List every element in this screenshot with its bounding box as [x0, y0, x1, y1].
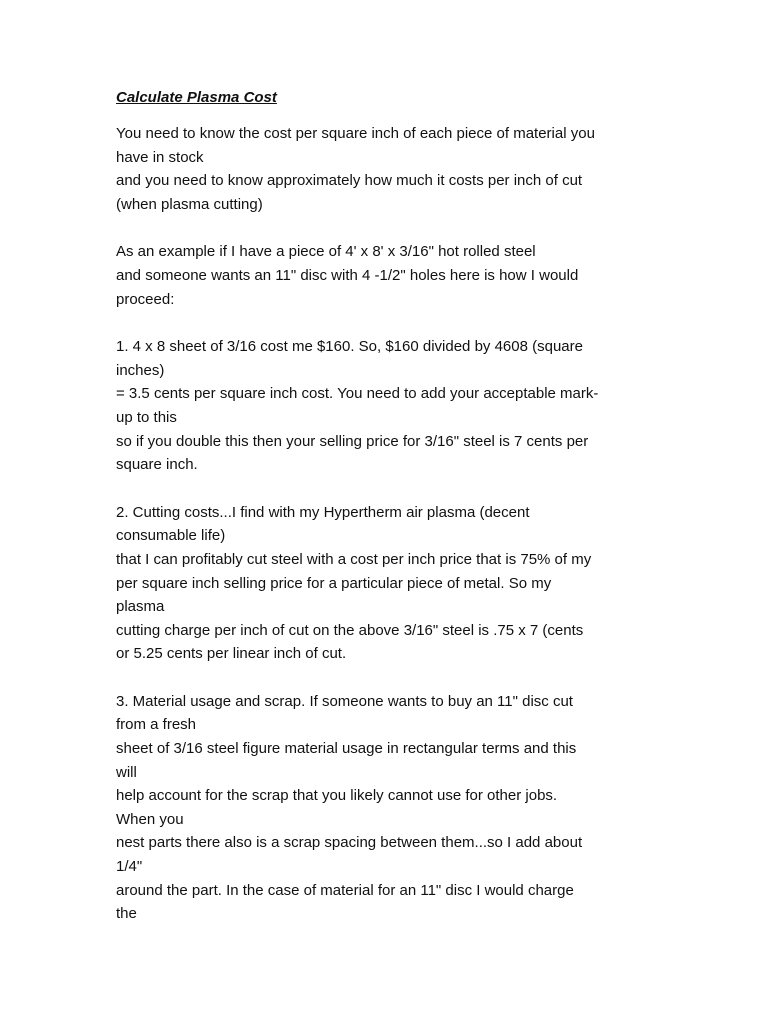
text-line: = 3.5 cents per square inch cost. You need to add your acceptable mark- — [116, 385, 599, 403]
text-line: 1. 4 x 8 sheet of 3/16 cost me $160. So, $160 divided by 4608 (square — [116, 338, 583, 356]
paragraph-step-3 — [116, 690, 668, 926]
paragraph-step-1 — [116, 335, 668, 477]
text-line: and someone wants an 11" disc with 4 -1/2" holes here is how I would — [116, 266, 579, 284]
text-line: around the part. In the case of material for an 11" disc I would charge — [116, 881, 574, 899]
text-line: and you need to know approximately how much it costs per inch of cut — [116, 172, 583, 190]
text-line: from a fresh — [116, 716, 197, 734]
text-line: per square inch selling price for a particular piece of metal. So my — [116, 574, 552, 592]
text-line: up to this — [116, 408, 177, 426]
text-line: When you — [116, 810, 184, 828]
text-line: the — [116, 905, 137, 923]
paragraph-step-2 — [116, 501, 668, 666]
text-line: will — [116, 763, 137, 781]
text-line: nest parts there also is a scrap spacing between them...so I add about — [116, 834, 583, 852]
text-line: or 5.25 cents per linear inch of cut. — [116, 645, 347, 663]
text-line: 3. Material usage and scrap. If someone wants to buy an 11" disc cut — [116, 692, 573, 710]
document-title: Calculate Plasma Cost — [116, 89, 277, 106]
paragraph-example — [116, 240, 668, 311]
text-line: inches) — [116, 361, 165, 379]
text-line: plasma — [116, 598, 165, 616]
text-line: consumable life) — [116, 527, 226, 545]
text-line: so if you double this then your selling price for 3/16" steel is 7 cents per — [116, 432, 589, 450]
text-line: have in stock — [116, 148, 204, 166]
text-line: proceed: — [116, 290, 175, 308]
text-line: As an example if I have a piece of 4' x 8' x 3/16" hot rolled steel — [116, 243, 536, 261]
paragraph-intro — [116, 122, 668, 216]
text-line: 1/4" — [116, 858, 143, 876]
text-line: You need to know the cost per square inch of each piece of material you — [116, 125, 595, 142]
text-line: (when plasma cutting) — [116, 195, 263, 213]
text-line: that I can profitably cut steel with a cost per inch price that is 75% of my — [116, 550, 592, 568]
text-line: square inch. — [116, 456, 198, 474]
text-line: help account for the scrap that you likely cannot use for other jobs. — [116, 787, 558, 805]
text-line: cutting charge per inch of cut on the above 3/16" steel is .75 x 7 (cents — [116, 621, 584, 639]
text-line: 2. Cutting costs...I find with my Hypertherm air plasma (decent — [116, 503, 530, 521]
text-line: sheet of 3/16 steel figure material usage in rectangular terms and this — [116, 740, 577, 758]
